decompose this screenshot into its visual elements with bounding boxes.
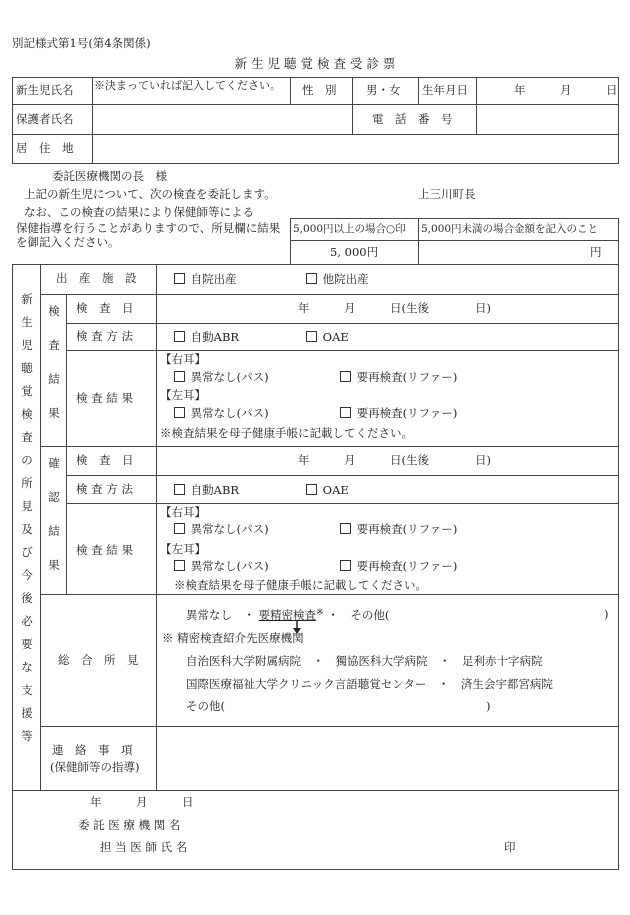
- sex-label: 性 別: [302, 83, 337, 97]
- fee-under-label: 5,000円未満の場合金額を記入のこと: [421, 223, 599, 235]
- birth-facility-label: 出 産 施 設: [56, 271, 137, 285]
- footer-date[interactable]: 年 月 日: [90, 795, 194, 809]
- exam-method-label: 検 査 方 法: [76, 329, 133, 343]
- confirm-left-ear-heading: 【左耳】: [160, 542, 206, 556]
- right-ear-refer[interactable]: 要再検査(リファー): [340, 371, 457, 384]
- checkbox-icon[interactable]: [174, 273, 185, 284]
- dob-value[interactable]: 年 月 日: [514, 83, 618, 97]
- form-number: 別記様式第1号(第4条関係): [12, 36, 151, 50]
- confirm-date-value[interactable]: 年 月 日(生後 日): [298, 453, 491, 467]
- request-line-4: を御記入ください。: [16, 235, 120, 249]
- guardian-name-label: 保護者氏名: [16, 112, 74, 126]
- checkbox-icon[interactable]: [174, 484, 185, 495]
- request-line-1: 上記の新生児について、次の検査を委託します。: [24, 187, 276, 201]
- sex-options[interactable]: 男・女: [366, 83, 401, 97]
- newborn-name-label: 新生児氏名: [16, 83, 74, 97]
- hospitals-line-1: 自治医科大学附属病院 ・ 獨協医科大学病院 ・ 足利赤十字病院: [186, 654, 543, 668]
- contact-sub-label: (保健師等の指導): [50, 760, 140, 774]
- summary-options[interactable]: 異常なし ・ 要精密検査※ ・ その他(: [186, 608, 390, 622]
- confirm-method-abr-option[interactable]: 自動ABR: [174, 484, 239, 497]
- checkbox-icon[interactable]: [306, 484, 317, 495]
- referral-heading: ※ 精密検査紹介先医療機関: [162, 631, 304, 645]
- newborn-name-note: ※決まっていれば記入してください。: [94, 79, 281, 92]
- checkbox-icon[interactable]: [340, 560, 351, 571]
- address-label: 居 住 地: [16, 141, 74, 155]
- doctor-name-label: 担 当 医 師 氏 名: [100, 840, 188, 854]
- fee-unit: 円: [590, 245, 602, 259]
- checkbox-icon[interactable]: [306, 273, 317, 284]
- own-facility-option[interactable]: 自院出産: [174, 273, 237, 286]
- mayor-name: 上三川町長: [418, 187, 476, 201]
- left-ear-heading: 【左耳】: [160, 388, 206, 402]
- checkbox-icon[interactable]: [174, 407, 185, 418]
- exam-group-label: 検 査 結 果: [48, 304, 60, 420]
- right-ear-heading: 【右耳】: [160, 352, 206, 366]
- contact-label: 連 絡 事 項: [52, 743, 133, 757]
- checkbox-icon[interactable]: [340, 523, 351, 534]
- confirm-method-oae-option[interactable]: OAE: [306, 484, 349, 497]
- confirm-method-label: 検 査 方 法: [76, 482, 133, 496]
- institution-name-label: 委 託 医 療 機 関 名: [78, 818, 181, 832]
- checkbox-icon[interactable]: [174, 331, 185, 342]
- confirm-left-ear-refer[interactable]: 要再検査(リファー): [340, 560, 457, 573]
- record-note: ※検査結果を母子健康手帳に記載してください。: [160, 426, 413, 440]
- checkbox-icon[interactable]: [174, 371, 185, 382]
- confirm-left-ear-pass[interactable]: 異常なし(パス): [174, 560, 269, 573]
- hospitals-other[interactable]: その他(: [186, 699, 225, 713]
- seal-mark: 印: [504, 840, 516, 854]
- checkbox-icon[interactable]: [174, 523, 185, 534]
- fee-over-label: 5,000円以上の場合○印: [293, 223, 406, 235]
- dob-label: 生年月日: [422, 83, 468, 97]
- confirm-date-label: 検 査 日: [76, 453, 134, 467]
- exam-result-label: 検 査 結 果: [76, 391, 133, 405]
- confirm-group-label: 確 認 結 果: [48, 456, 60, 572]
- checkbox-icon[interactable]: [306, 331, 317, 342]
- right-ear-pass[interactable]: 異常なし(パス): [174, 371, 269, 384]
- fee-amount[interactable]: 5, 000円: [330, 245, 379, 259]
- summary-close-paren: ): [604, 607, 609, 621]
- left-ear-pass[interactable]: 異常なし(パス): [174, 407, 269, 420]
- detailed-exam-option[interactable]: 要精密検査: [258, 608, 317, 622]
- hospitals-line-2: 国際医療福祉大学クリニック言語聴覚センター ・ 済生会宇都宮病院: [186, 677, 553, 691]
- checkbox-icon[interactable]: [340, 407, 351, 418]
- method-oae-option[interactable]: OAE: [306, 331, 349, 344]
- form-title: 新 生 児 聴 覚 検 査 受 診 票: [234, 56, 396, 71]
- confirm-result-label: 検 査 結 果: [76, 543, 133, 557]
- request-line-2: なお、この検査の結果により保健師等による: [24, 205, 254, 219]
- hospitals-other-close: ): [486, 699, 491, 713]
- checkbox-icon[interactable]: [340, 371, 351, 382]
- phone-label: 電 話 番 号: [372, 112, 453, 126]
- method-abr-option[interactable]: 自動ABR: [174, 331, 239, 344]
- exam-date-value[interactable]: 年 月 日(生後 日): [298, 301, 491, 315]
- exam-date-label: 検 査 日: [76, 301, 134, 315]
- confirm-right-ear-heading: 【右耳】: [160, 505, 206, 519]
- request-line-3: 保健指導を行うことがありますので、所見欄に結果: [16, 221, 281, 235]
- addressee: 委託医療機関の長 様: [52, 169, 167, 183]
- left-ear-refer[interactable]: 要再検査(リファー): [340, 407, 457, 420]
- confirm-record-note: ※検査結果を母子健康手帳に記載してください。: [174, 578, 427, 592]
- checkbox-icon[interactable]: [174, 560, 185, 571]
- findings-section-label: 新 生 児 聴 覚 検 査 の 所 見 及 び 今 後 必 要 な 支 援 等: [21, 292, 33, 743]
- other-facility-option[interactable]: 他院出産: [306, 273, 369, 286]
- summary-label: 総 合 所 見: [58, 653, 139, 667]
- confirm-right-ear-pass[interactable]: 異常なし(パス): [174, 523, 269, 536]
- confirm-right-ear-refer[interactable]: 要再検査(リファー): [340, 523, 457, 536]
